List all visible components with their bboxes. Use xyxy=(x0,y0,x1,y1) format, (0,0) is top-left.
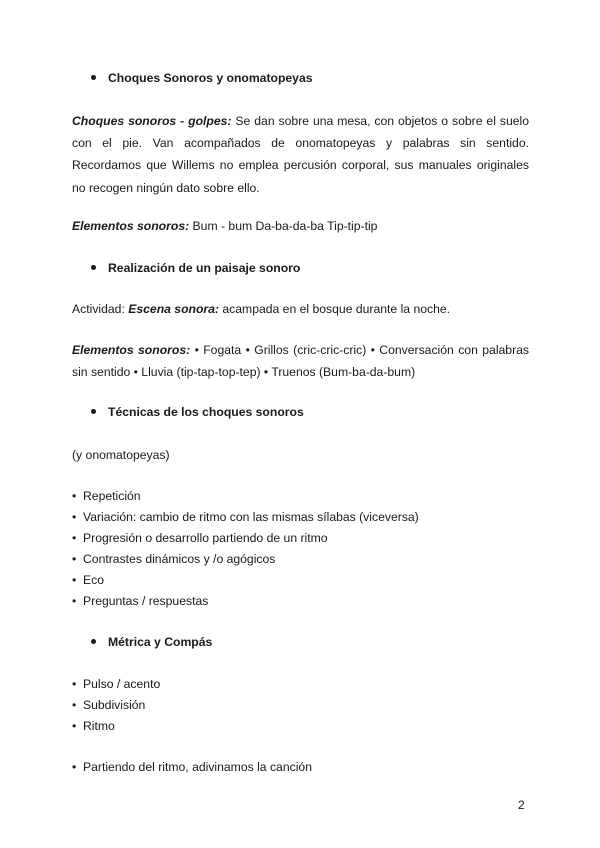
list-item-text: Contrastes dinámicos y /o agógicos xyxy=(83,552,276,566)
heading-text: Realización de un paisaje sonoro xyxy=(108,261,301,275)
heading-text: Choques Sonoros y onomatopeyas xyxy=(108,71,313,85)
list-item xyxy=(72,489,141,504)
activity-text: acampada en el bosque durante la noche. xyxy=(219,302,451,316)
list-item xyxy=(72,719,115,734)
list-item xyxy=(72,594,208,609)
list-item-text: Partiendo del ritmo, adivinamos la canción xyxy=(83,760,312,774)
elements-label: Elementos sonoros: xyxy=(72,343,191,357)
bullet-dot-icon xyxy=(91,265,96,270)
elements-text: Bum - bum Da-ba-da-ba Tip-tip-tip xyxy=(189,219,378,233)
list-item-text: Progresión o desarrollo partiendo de un ritmo xyxy=(83,531,328,545)
list-item xyxy=(72,552,275,567)
bullet-icon: • xyxy=(72,489,77,503)
bullet-icon: • xyxy=(72,677,77,691)
list-item-text: Repetición xyxy=(83,489,141,503)
bullet-icon: • xyxy=(72,552,77,566)
actividad-line xyxy=(72,302,450,317)
elementos-sonoros-1 xyxy=(72,219,377,234)
page-number: 2 xyxy=(518,798,525,812)
heading-metrica-compas xyxy=(91,635,212,650)
tecnicas-subtitle xyxy=(72,448,170,463)
elements-text: • Fogata • Grillos (cric-cric-cric) • Conversación con palabras sin sentido • Lluvia (tip-tap-top-tep) • Truenos (Bum-ba-da-bum) xyxy=(72,343,530,380)
list-item-text: Ritmo xyxy=(83,719,115,733)
list-item xyxy=(72,698,145,713)
subtitle-text: (y onomatopeyas) xyxy=(72,448,170,462)
elements-label: Elementos sonoros: xyxy=(72,219,190,233)
bullet-icon: • xyxy=(72,531,77,545)
activity-label: Escena sonora: xyxy=(128,302,219,316)
list-item-text: Preguntas / respuestas xyxy=(83,594,209,608)
bullet-icon: • xyxy=(72,594,77,608)
list-item xyxy=(72,573,104,588)
heading-tecnicas xyxy=(91,405,304,420)
activity-prefix: Actividad: xyxy=(72,302,129,316)
paragraph-label: Choques sonoros - golpes: xyxy=(72,114,232,128)
bullet-icon: • xyxy=(72,510,77,524)
heading-choques-sonoros xyxy=(91,71,313,86)
heading-text: Métrica y Compás xyxy=(108,635,213,649)
bullet-icon: • xyxy=(72,719,77,733)
bullet-icon: • xyxy=(72,573,77,587)
list-item-text: Eco xyxy=(83,573,105,587)
bullet-icon: • xyxy=(72,760,77,774)
bullet-dot-icon xyxy=(91,639,96,644)
bullet-dot-icon xyxy=(91,409,96,414)
bullet-icon: • xyxy=(72,698,77,712)
list-item xyxy=(72,531,328,546)
paragraph-choques-golpes xyxy=(72,110,529,199)
heading-text: Técnicas de los choques sonoros xyxy=(108,405,304,419)
heading-paisaje-sonoro xyxy=(91,261,300,276)
list-item xyxy=(72,510,419,525)
list-item-text: Subdivisión xyxy=(83,698,146,712)
list-item xyxy=(72,677,160,692)
list-item-text: Variación: cambio de ritmo con las mismas sílabas (viceversa) xyxy=(83,510,419,524)
list-item-text: Pulso / acento xyxy=(83,677,161,691)
list-item xyxy=(72,760,312,775)
paragraph-text: Se dan sobre una mesa, con objetos o sobre el suelo con el pie. Van acompañados de onomatopeyas y palabras sin sentido. Recordamos que Willems no emplea percusión corporal, sus manuales originales no recogen ningún dato sobre ello. xyxy=(72,114,530,195)
elementos-sonoros-2 xyxy=(72,339,529,383)
bullet-dot-icon xyxy=(91,75,96,80)
